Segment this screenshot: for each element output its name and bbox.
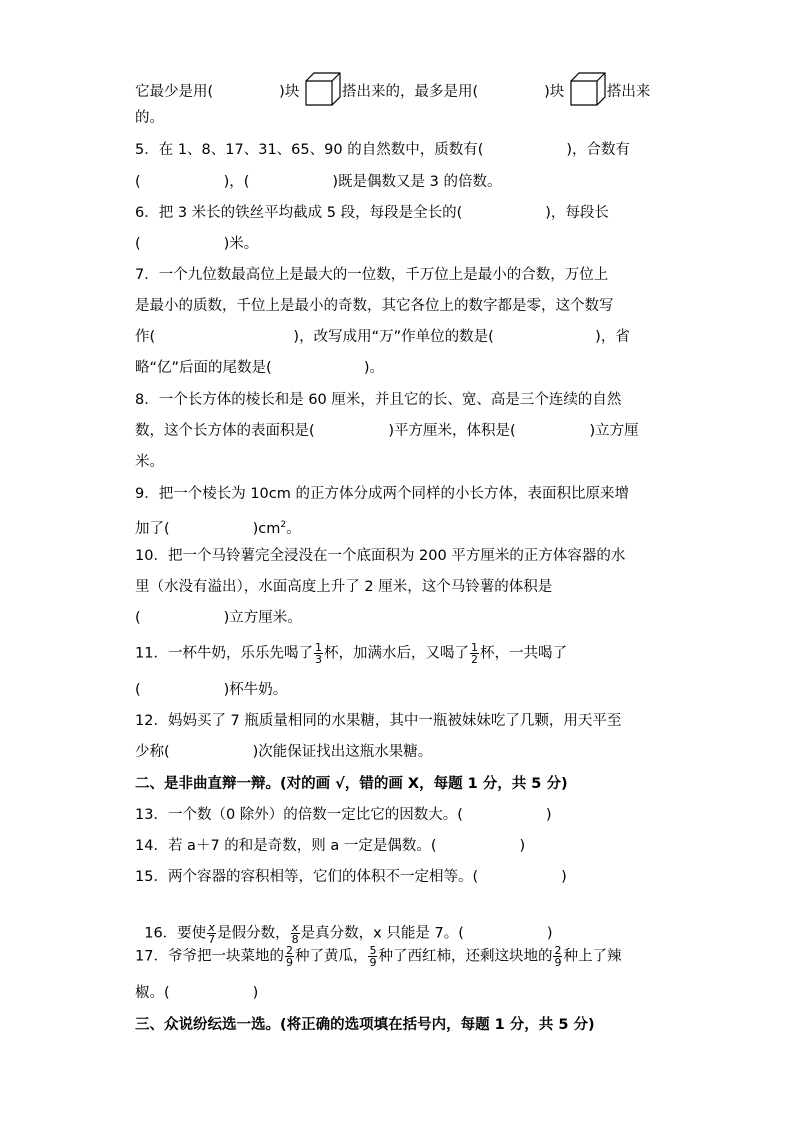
fraction xyxy=(553,945,562,968)
text: 杯，加满水后，又喝了 xyxy=(323,645,469,662)
fraction xyxy=(368,945,377,968)
numerator: 5 xyxy=(369,944,377,957)
text-line: 的。 xyxy=(135,110,164,126)
cube-icon xyxy=(305,72,341,112)
section-heading-3: 三、众说纷纭选一选。(将正确的选项填在括号内，每题 1 分，共 5 分) xyxy=(135,1017,595,1033)
text-line: 椒。( ) xyxy=(135,985,259,1001)
text: )块 xyxy=(279,84,300,100)
question-17 xyxy=(135,945,621,968)
denominator: 7 xyxy=(208,933,216,946)
question-13: 13．一个数（0 除外）的倍数一定比它的因数大。( ) xyxy=(135,807,552,823)
text: )块 xyxy=(544,84,565,100)
fraction xyxy=(314,642,323,665)
numerator: x xyxy=(291,921,299,934)
text-line: 数，这个长方体的表面积是( )平方厘米，体积是( )立方厘 xyxy=(135,423,639,439)
text: 17．爷爷把一块菜地的 xyxy=(135,948,284,965)
text: 。 xyxy=(286,520,301,537)
denominator: 8 xyxy=(291,933,299,946)
question-8: 8．一个长方体的棱长和是 60 厘米，并且它的长、宽、高是三个连续的自然 xyxy=(135,392,622,408)
text: 搭出来 xyxy=(606,84,651,100)
text: 它最少是用( xyxy=(135,84,214,100)
text-line: 作( )，改写成用“万”作单位的数是( )，省 xyxy=(135,329,630,345)
numerator: 1 xyxy=(470,641,478,654)
question-6: 6．把 3 米长的铁丝平均截成 5 段，每段是全长的( )，每段长 xyxy=(135,205,609,221)
superscript: 2 xyxy=(280,520,287,530)
cube-icon xyxy=(570,72,606,112)
question-15: 15．两个容器的容积相等，它们的体积不一定相等。( ) xyxy=(135,869,567,885)
text-line: ( )，( )既是偶数又是 3 的倍数。 xyxy=(135,174,502,190)
text-line: 里（水没有溢出），水面高度上升了 2 厘米，这个马铃薯的体积是 xyxy=(135,579,553,595)
question-16 xyxy=(135,902,552,945)
text: 种上了辣 xyxy=(563,948,622,965)
question-7: 7．一个九位数最高位上是最大的一位数，千万位上是最小的合数，万位上 xyxy=(135,267,609,283)
section-heading-2: 二、是非曲直辩一辩。(对的画 √，错的画 X，每题 1 分，共 5 分) xyxy=(135,776,568,792)
text: 种了黄瓜， xyxy=(294,948,368,965)
text-line: 是最小的质数，千位上是最小的奇数，其它各位上的数字都是零，这个数写 xyxy=(135,298,614,314)
question-12: 12．妈妈买了 7 瓶质量相同的水果糖，其中一瓶被妹妹吃了几颗，用天平至 xyxy=(135,713,622,729)
text-line: ( )米。 xyxy=(135,236,259,252)
question-11 xyxy=(135,642,567,665)
text-line: ( )杯牛奶。 xyxy=(135,682,288,698)
denominator: 9 xyxy=(369,956,377,969)
denominator: 9 xyxy=(285,956,293,969)
text: 杯，一共喝了 xyxy=(479,645,567,662)
text-line xyxy=(135,515,301,539)
question-14: 14．若 a＋7 的和是奇数，则 a 一定是偶数。( ) xyxy=(135,838,526,854)
question-4-cont-line xyxy=(135,72,650,112)
text: 搭出来的，最多是用( xyxy=(341,84,479,100)
text-line: 米。 xyxy=(135,454,164,470)
question-10: 10．把一个马铃薯完全浸没在一个底面积为 200 平方厘米的正方体容器的水 xyxy=(135,548,626,564)
denominator: 3 xyxy=(314,653,322,666)
numerator: x xyxy=(208,921,215,934)
numerator: 1 xyxy=(314,641,322,654)
denominator: 9 xyxy=(554,956,562,969)
question-5: 5．在 1、8、17、31、65、90 的自然数中，质数有( )，合数有 xyxy=(135,142,630,158)
fraction xyxy=(291,922,300,945)
numerator: 2 xyxy=(554,944,562,957)
fraction xyxy=(285,945,294,968)
text-line: ( )立方厘米。 xyxy=(135,610,302,626)
text: 加了( )cm xyxy=(135,520,281,537)
text: 是假分数， xyxy=(217,925,290,942)
fraction xyxy=(207,922,216,945)
text: 是真分数，x 只能是 7。( ) xyxy=(300,925,553,942)
text: 16．要使 xyxy=(144,925,207,942)
numerator: 2 xyxy=(285,944,293,957)
denominator: 2 xyxy=(470,653,478,666)
text: 11．一杯牛奶，乐乐先喝了 xyxy=(135,645,313,662)
question-9: 9．把一个棱长为 10cm 的正方体分成两个同样的小长方体，表面积比原来增 xyxy=(135,486,629,502)
text-line: 略“亿”后面的尾数是( )。 xyxy=(135,360,385,376)
text: 种了西红柿，还剩这块地的 xyxy=(378,948,553,965)
fraction xyxy=(470,642,479,665)
text-line: 少称( )次能保证找出这瓶水果糖。 xyxy=(135,744,433,760)
